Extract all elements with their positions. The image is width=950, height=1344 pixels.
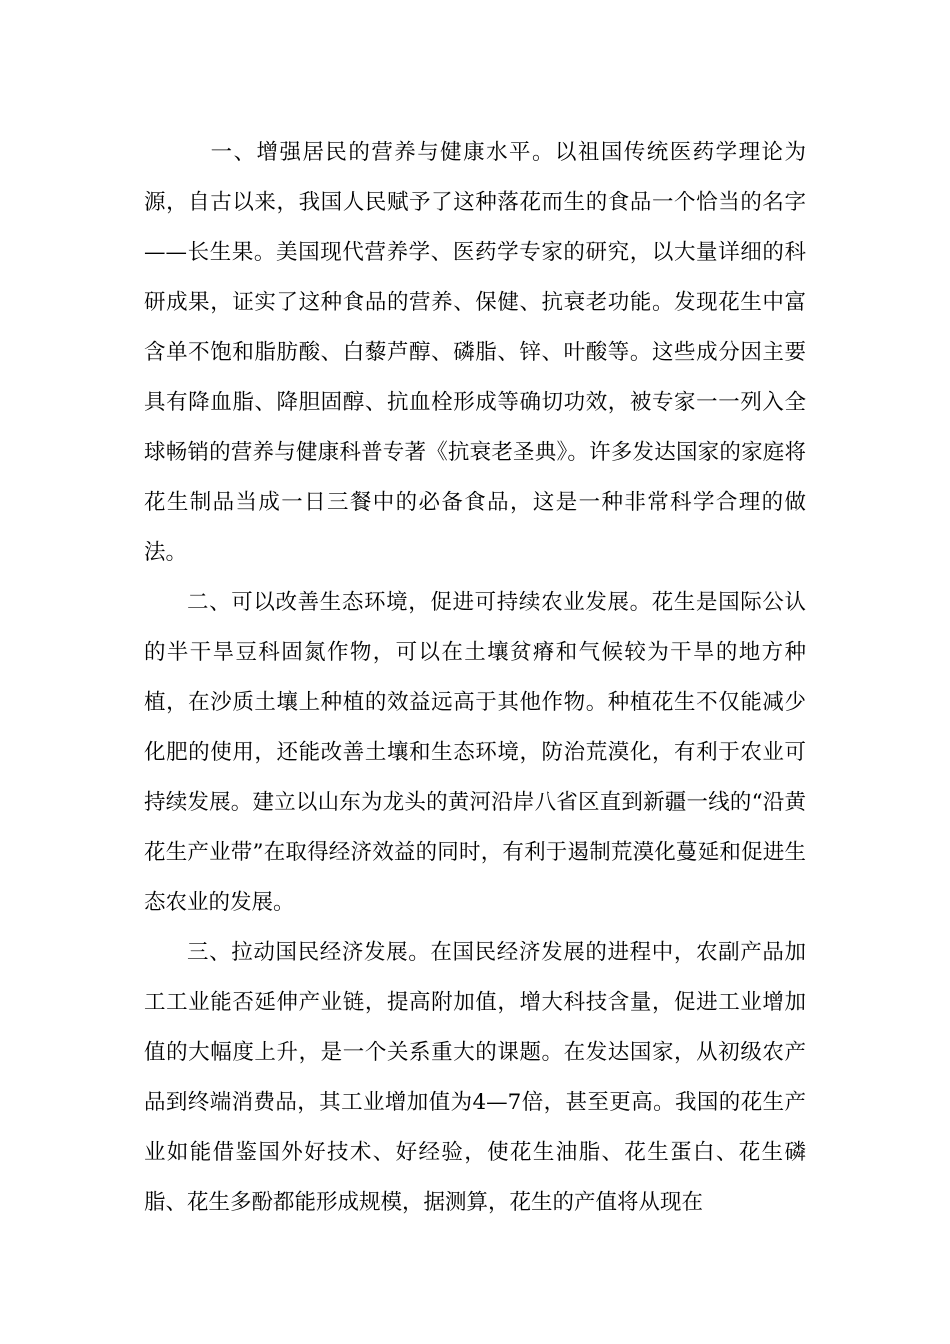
document-body (144, 128, 806, 1228)
paragraph-nutrition-health: 一、增强居民的营养与健康水平。以祖国传统医药学理论为源，自古以来，我国人民赋予了这种落花而生的食品一个恰当的名字——长生果。美国现代营养学、医药学专家的研究，以大量详细的科研成果，证实了这种食品的营养、保健、抗衰老功能。发现花生中富含单不饱和脂肪酸、白藜芦醇、磷脂、锌、叶酸等。这些成分因主要具有降血脂、降胆固醇、抗血栓形成等确切功效，被专家一一列入全球畅销的营养与健康科普专著《抗衰老圣典》。许多发达国家的家庭将花生制品当成一日三餐中的必备食品，这是一种非常科学合理的做法。 (144, 140, 806, 565)
paragraph-ecology: 二、可以改善生态环境，促进可持续农业发展。花生是国际公认的半干旱豆科固氮作物，可以在土壤贫瘠和气候较为干旱的地方种植，在沙质土壤上种植的效益远高于其他作物。种植花生不仅能减少化肥的使用，还能改善土壤和生态环境，防治荒漠化，有利于农业可持续发展。建立以山东为龙头的黄河沿岸八省区直到新疆一线的“沿黄花生产业带”在取得经济效益的同时，有利于遏制荒漠化蔓延和促进生态农业的发展。 (144, 590, 806, 915)
paragraph-economy: 三、拉动国民经济发展。在国民经济发展的进程中，农副产品加工工业能否延伸产业链，提高附加值，增大科技含量，促进工业增加值的大幅度上升，是一个关系重大的课题。在发达国家，从初级农产品到终端消费品，其工业增加值为4—7倍，甚至更高。我国的花生产业如能借鉴国外好技术、好经验，使花生油脂、花生蛋白、花生磷脂、花生多酚都能形成规模，据测算，花生的产值将从现在 (144, 940, 806, 1215)
